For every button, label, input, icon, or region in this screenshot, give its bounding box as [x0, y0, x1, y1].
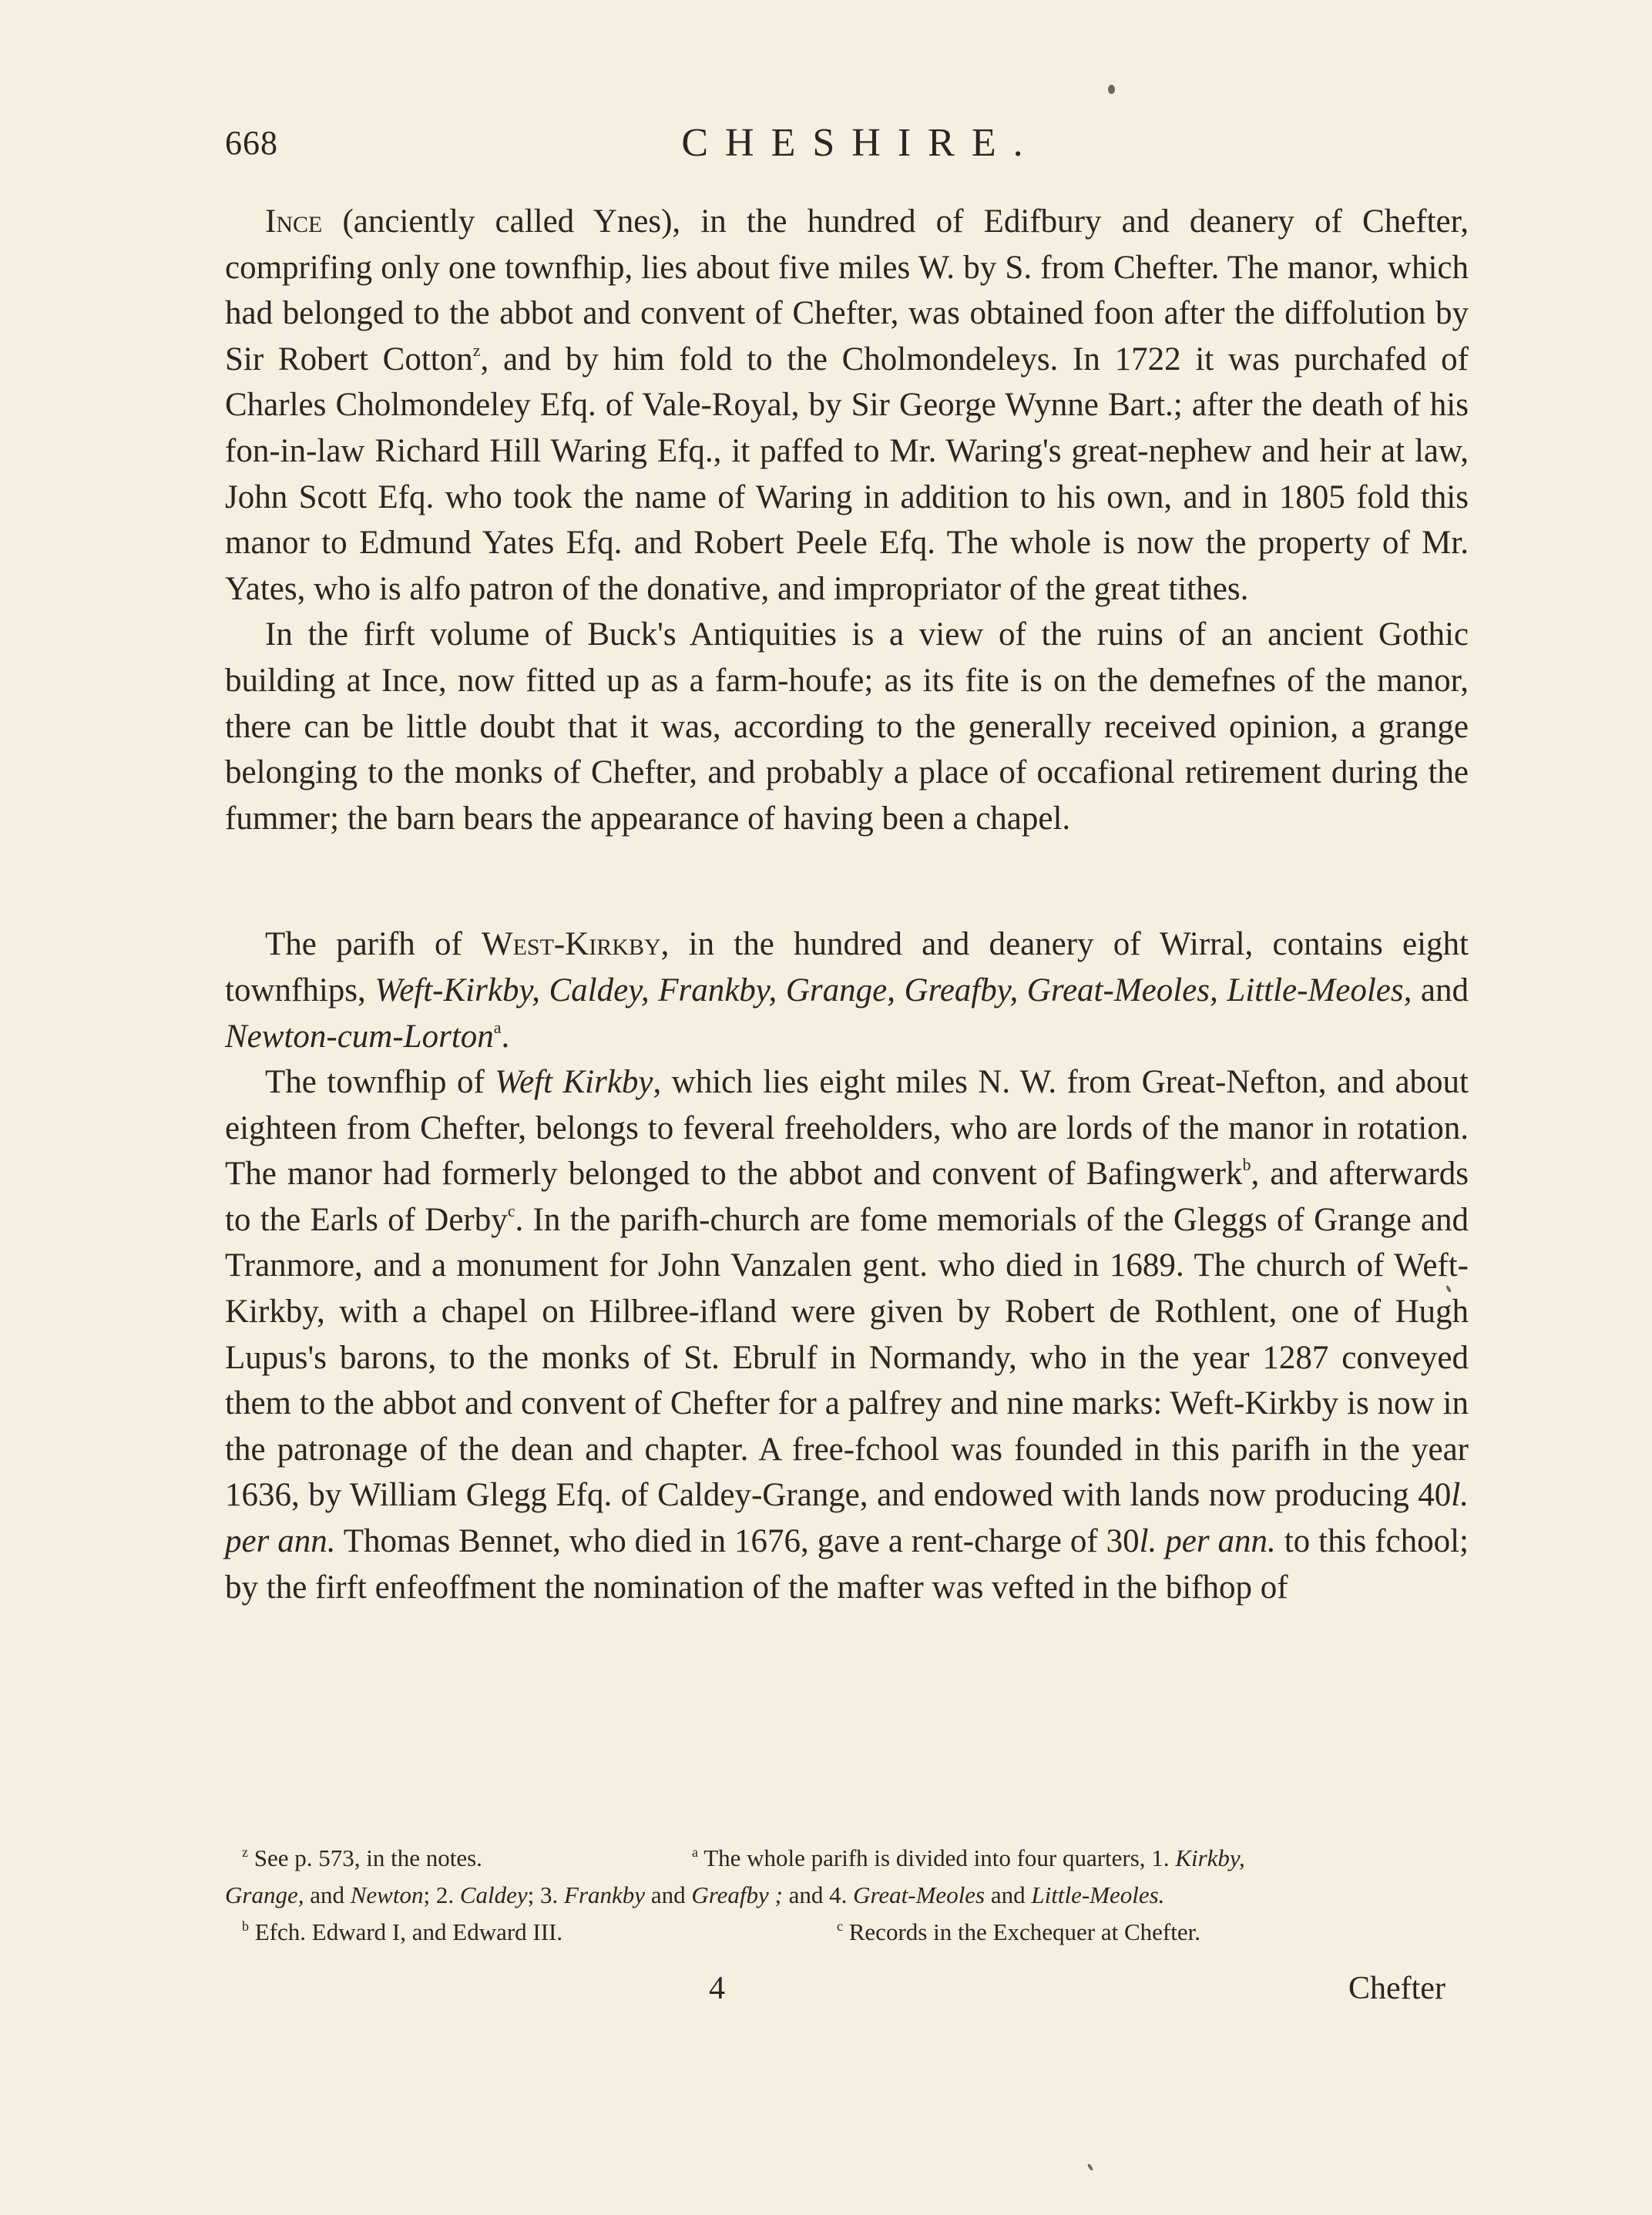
paragraph-ince: [225, 199, 1469, 612]
currency-l-2: l.: [1139, 1523, 1157, 1560]
catchword: Chefter: [1348, 1971, 1446, 2006]
quarter-little-meoles: Little-Meoles.: [1031, 1881, 1165, 1908]
buck-text: In the firft volume of Buck's Antiquities is a view of the ruins of an ancient Gothic building at Ince, now fitted up as a farm-houfe; as its fite is on the demefnes of the manor, there can be little doubt that it was, according to the generally received opinion, a grange belonging to the monks of Chefter, and probably a place of occafional retirement during the fummer; the barn bears the appearance of having been a chapel.: [225, 616, 1469, 837]
footnote-a-line1: [692, 1840, 1245, 1877]
main-text: [225, 199, 1469, 1610]
footnote-row-2: [225, 1877, 1469, 1914]
footnote-mark-z: z: [242, 1844, 248, 1860]
township-name: Weft Kirkby: [495, 1064, 653, 1101]
ince-text-2: , and by him fold to the Cholmondeleys. In 1722 it was purchafed of Charles Cholmondeley Efq. of Vale-Royal, by Sir George Wynne Bart.; after the death of his fon-in-law Richard Hill Waring Efq., it paffed to Mr. Waring's great-nephew and heir at law, John Scott Efq. who took the name of Waring in addition to his own, and in 1805 fold this manor to Edmund Yates Efq. and Robert Peele Efq. The whole is now the property of Mr. Yates, who is alfo patron of the donative, and impropriator of the great tithes.: [225, 341, 1469, 607]
footnote-b: [242, 1914, 562, 1951]
footnote-mark-b: b: [242, 1918, 249, 1934]
fn-and-4: and 4.: [788, 1881, 848, 1908]
footnote-ref-b: b: [1242, 1155, 1251, 1175]
quarter-frankby: Frankby: [564, 1881, 646, 1908]
quarter-newton: Newton: [350, 1881, 424, 1908]
signature-mark: 4: [709, 1971, 725, 2006]
footnote-mark-c: c: [837, 1918, 843, 1934]
parish-and: and: [1412, 972, 1469, 1008]
quarter-grange: Grange,: [225, 1881, 304, 1908]
township-text-5: Thomas Bennet, who died in 1676, gave a rent-charge of 30: [335, 1523, 1140, 1560]
fn-and-3: and: [650, 1881, 686, 1908]
parish-text-2: , in the hundred and deanery of Wirral, contains eight townfhips,: [225, 926, 1469, 1008]
paragraph-buck-antiquities: [225, 612, 1469, 841]
per-ann-1: per ann.: [225, 1523, 336, 1560]
section-gap: [225, 841, 1469, 921]
footnote-ref-z: z: [472, 340, 481, 360]
footnote-c: [837, 1914, 1200, 1951]
quarter-kirkby: Kirkby,: [1175, 1844, 1245, 1871]
footnote-a-text: The whole parifh is divided into four quarters, 1.: [703, 1844, 1170, 1871]
currency-l-1: l.: [1451, 1477, 1469, 1514]
footnotes: [225, 1840, 1469, 1951]
footnote-row-1: [225, 1840, 1469, 1877]
lead-word-ince: Ince: [265, 203, 323, 240]
township-text-4: . In the parifh-church are fome memorials of the Gleggs of Grange and Tranmore, and a monument for John Vanzalen gent. who died in 1689. The church of Weft-Kirkby, with a chapel on Hilbree-ifland were given by Robert de Rothlent, one of Hugh Lupus's barons, to the monks of St. Ebrulf in Normandy, who in the year 1287 conveyed them to the abbot and convent of Chefter for a palfrey and nine marks: Weft-Kirkby is now in the patronage of the dean and chapter. A free-fchool was founded in this parifh in the year 1636, by William Glegg Efq. of Caldey-Grange, and endowed with lands now producing 40: [225, 1201, 1469, 1514]
fn-sep-2: ; 2.: [423, 1881, 455, 1908]
paragraph-west-kirkby-township: [225, 1059, 1469, 1610]
township-newton: Newton-cum-Lorton: [225, 1018, 494, 1055]
footnote-ref-a: a: [493, 1017, 502, 1037]
footnote-c-text: Records in the Exchequer at Chefter.: [848, 1918, 1200, 1945]
footnote-ref-c: c: [507, 1200, 515, 1220]
township-text-3: , and afterwards to the Earls of Derby: [225, 1156, 1469, 1238]
footnote-mark-a: a: [692, 1844, 698, 1860]
quarter-greasby: Greafby ;: [691, 1881, 783, 1908]
footnote-z: [242, 1840, 482, 1877]
lead-word-west-kirkby: West-Kirkby: [482, 926, 661, 963]
page-header: [225, 114, 1466, 176]
footnote-row-3: [225, 1914, 1469, 1951]
parish-end: .: [501, 1018, 510, 1055]
ince-text-1: (anciently called Ynes), in the hundred of Edifbury and deanery of Chefter, comprifing only one townfhip, lies about five miles W. by S. from Chefter. The manor, which had belonged to the abbot and convent of Chefter, was obtained foon after the diffolution by Sir Robert Cotton: [225, 203, 1469, 378]
quarter-caldey: Caldey: [459, 1881, 528, 1908]
township-list: Weft-Kirkby, Caldey, Frankby, Grange, Greafby, Great-Meoles, Little-Meoles,: [374, 972, 1412, 1008]
quarter-great-meoles: Great-Meoles: [853, 1881, 985, 1908]
fn-and-1: and: [310, 1881, 344, 1908]
page-number: 668: [225, 124, 278, 162]
paper-speck: [1108, 85, 1115, 94]
township-text-2: , which lies eight miles N. W. from Great-Nefton, and about eighteen from Chefter, belongs to feveral freeholders, who are lords of the manor in rotation. The manor had formerly belonged to the abbot and convent of Bafingwerk: [225, 1064, 1469, 1193]
parish-text-1: The parifh of: [265, 926, 482, 963]
township-text-6: to this fchool; by the firft enfeoffment the nomination of the mafter was vefted in the bifhop of: [225, 1523, 1469, 1606]
paper-speck: [1086, 2163, 1093, 2171]
fn-and-5: and: [990, 1881, 1026, 1908]
per-ann-2: per ann.: [1157, 1523, 1276, 1560]
township-text-1: The townfhip of: [265, 1064, 495, 1101]
paragraph-west-kirkby-parish: [225, 921, 1469, 1059]
footnote-z-text: See p. 573, in the notes.: [254, 1844, 482, 1871]
running-title: CHESHIRE.: [681, 121, 1040, 165]
footnote-b-text: Efch. Edward I, and Edward III.: [254, 1918, 563, 1945]
fn-sep-3: ; 3.: [527, 1881, 559, 1908]
footnote-a-line2: [225, 1877, 1164, 1914]
